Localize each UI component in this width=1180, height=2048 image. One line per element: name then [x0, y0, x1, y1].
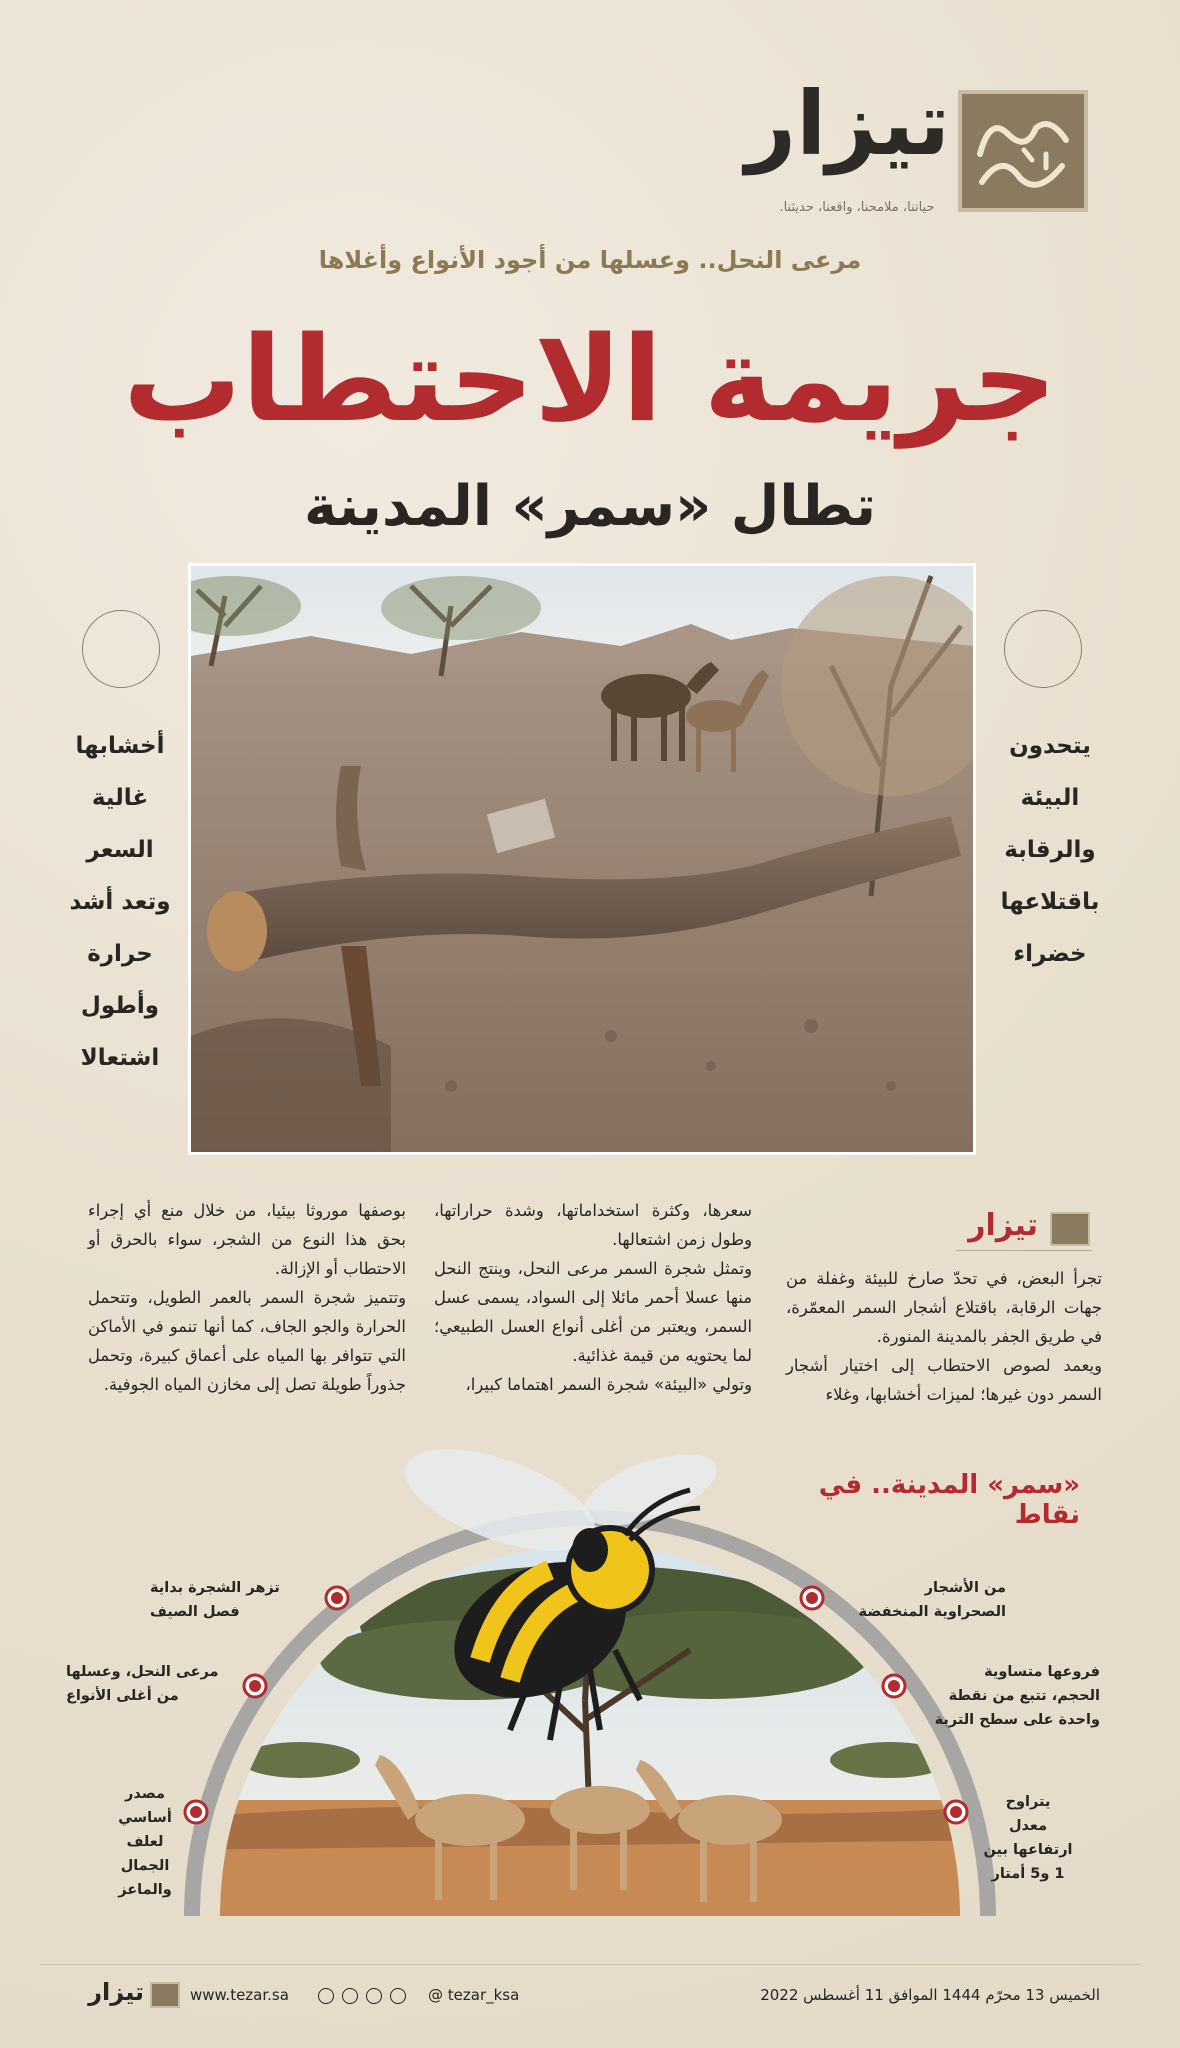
decorative-circle-left	[82, 610, 160, 688]
article-byline: تيزار	[960, 1208, 1100, 1248]
social-icon-4[interactable]	[390, 1988, 406, 2004]
felled-tree-photo	[191, 566, 973, 1152]
social-icon-1[interactable]	[318, 1988, 334, 2004]
page-subtitle: تطال «سمر» المدينة	[304, 474, 876, 539]
brand-wordmark: تيزار	[745, 72, 950, 175]
footer-logo-icon	[150, 1982, 180, 2008]
footer-logo: تيزار	[90, 1978, 180, 2012]
footer-date: الخميس 13 محرّم 1444 الموافق 11 أغسطس 2022	[760, 1986, 1100, 2004]
footer-divider	[40, 1964, 1140, 1965]
point-left-1: تزهر الشجرة بداية فصل الصيف	[150, 1580, 280, 1620]
point-right-3: يتراوح معدل ارتفاعها بين 1 و5 أمتار	[983, 1794, 1073, 1882]
brand-tagline: حياتنا، ملامحنا، واقعنا، حديثنا.	[779, 200, 935, 215]
social-icons	[318, 1986, 422, 2006]
points-title: «سمر» المدينة.. في نقاط	[818, 1470, 1080, 1530]
footer-handle[interactable]: @ tezar_ksa	[428, 1986, 520, 2004]
main-photo	[188, 563, 976, 1155]
point-right-1: من الأشجار الصحراوية المنخفضة	[858, 1580, 1006, 1620]
decorative-circle-right	[1004, 610, 1082, 688]
point-right-2: فروعها متساوية الحجم، تتبع من نقطة واحدة على سطح التربة	[934, 1664, 1100, 1728]
point-left-2: مرعى النحل، وعسلها من أغلى الأنواع	[66, 1664, 219, 1704]
article-column-left: بوصفها موروثا بيئيا، من خلال منع أي إجراء بحق هذا النوع من الشجر، سواء بالحرق أو الاحتطاب أو الإزالة. وتتميز شجرة السمر بالعمر الطويل، وتتحمل الحرارة والجو الجاف، كما أنها تنمو في الأماكن التي تتوافر بها المياه على أعماق كبيرة، وتحمل جذوراً طويلة تصل إلى مخازن المياه الجوفية.	[88, 1201, 406, 1394]
social-icon-2[interactable]	[342, 1988, 358, 2004]
right-callout: يتحدون البيئة والرقابة باقتلاعها خضراء	[1000, 733, 1100, 967]
social-icon-3[interactable]	[366, 1988, 382, 2004]
small-logo-icon	[1050, 1212, 1090, 1246]
article-column-right: تجرأ البعض، في تحدّ صارخ للبيئة وغفلة من جهات الرقابة، باقتلاع أشجار السمر المعمّرة، في طريق الجفر بالمدينة المنورة. ويعمد لصوص الاحتطاب إلى اختيار أشجار السمر دون غيرها؛ لميزات أخشابها، وغلاء	[786, 1269, 1102, 1404]
byline-divider	[956, 1250, 1092, 1251]
points-infographic	[170, 1400, 1010, 1940]
footer-website[interactable]: www.tezar.sa	[190, 1986, 289, 2004]
page-title: جريمة الاحتطاب	[123, 310, 1057, 448]
calligraphy-logo-icon	[962, 94, 1084, 208]
point-left-3: مصدر أساسي لعلف الجمال والماعز	[118, 1786, 172, 1898]
kicker: مرعى النحل.. وعسلها من أجود الأنواع وأغلاها	[318, 246, 862, 274]
left-callout: أخشابها غالية السعر وتعد أشد حرارة وأطول اشتعالا	[69, 733, 171, 1071]
logo-emblem	[958, 90, 1088, 212]
article-column-middle: سعرها، وكثرة استخداماتها، وشدة حراراتها، وطول زمن اشتعالها. وتمثل شجرة السمر مرعى النحل، وينتج النحل منها عسلا أحمر مائلا إلى السواد، يسمى عسل السمر، ويعتبر من أغلى أنواع العسل الطبيعي؛ لما يحتويه من قيمة غذائية. وتولي «البيئة» شجرة السمر اهتماما كبيرا،	[434, 1201, 752, 1394]
